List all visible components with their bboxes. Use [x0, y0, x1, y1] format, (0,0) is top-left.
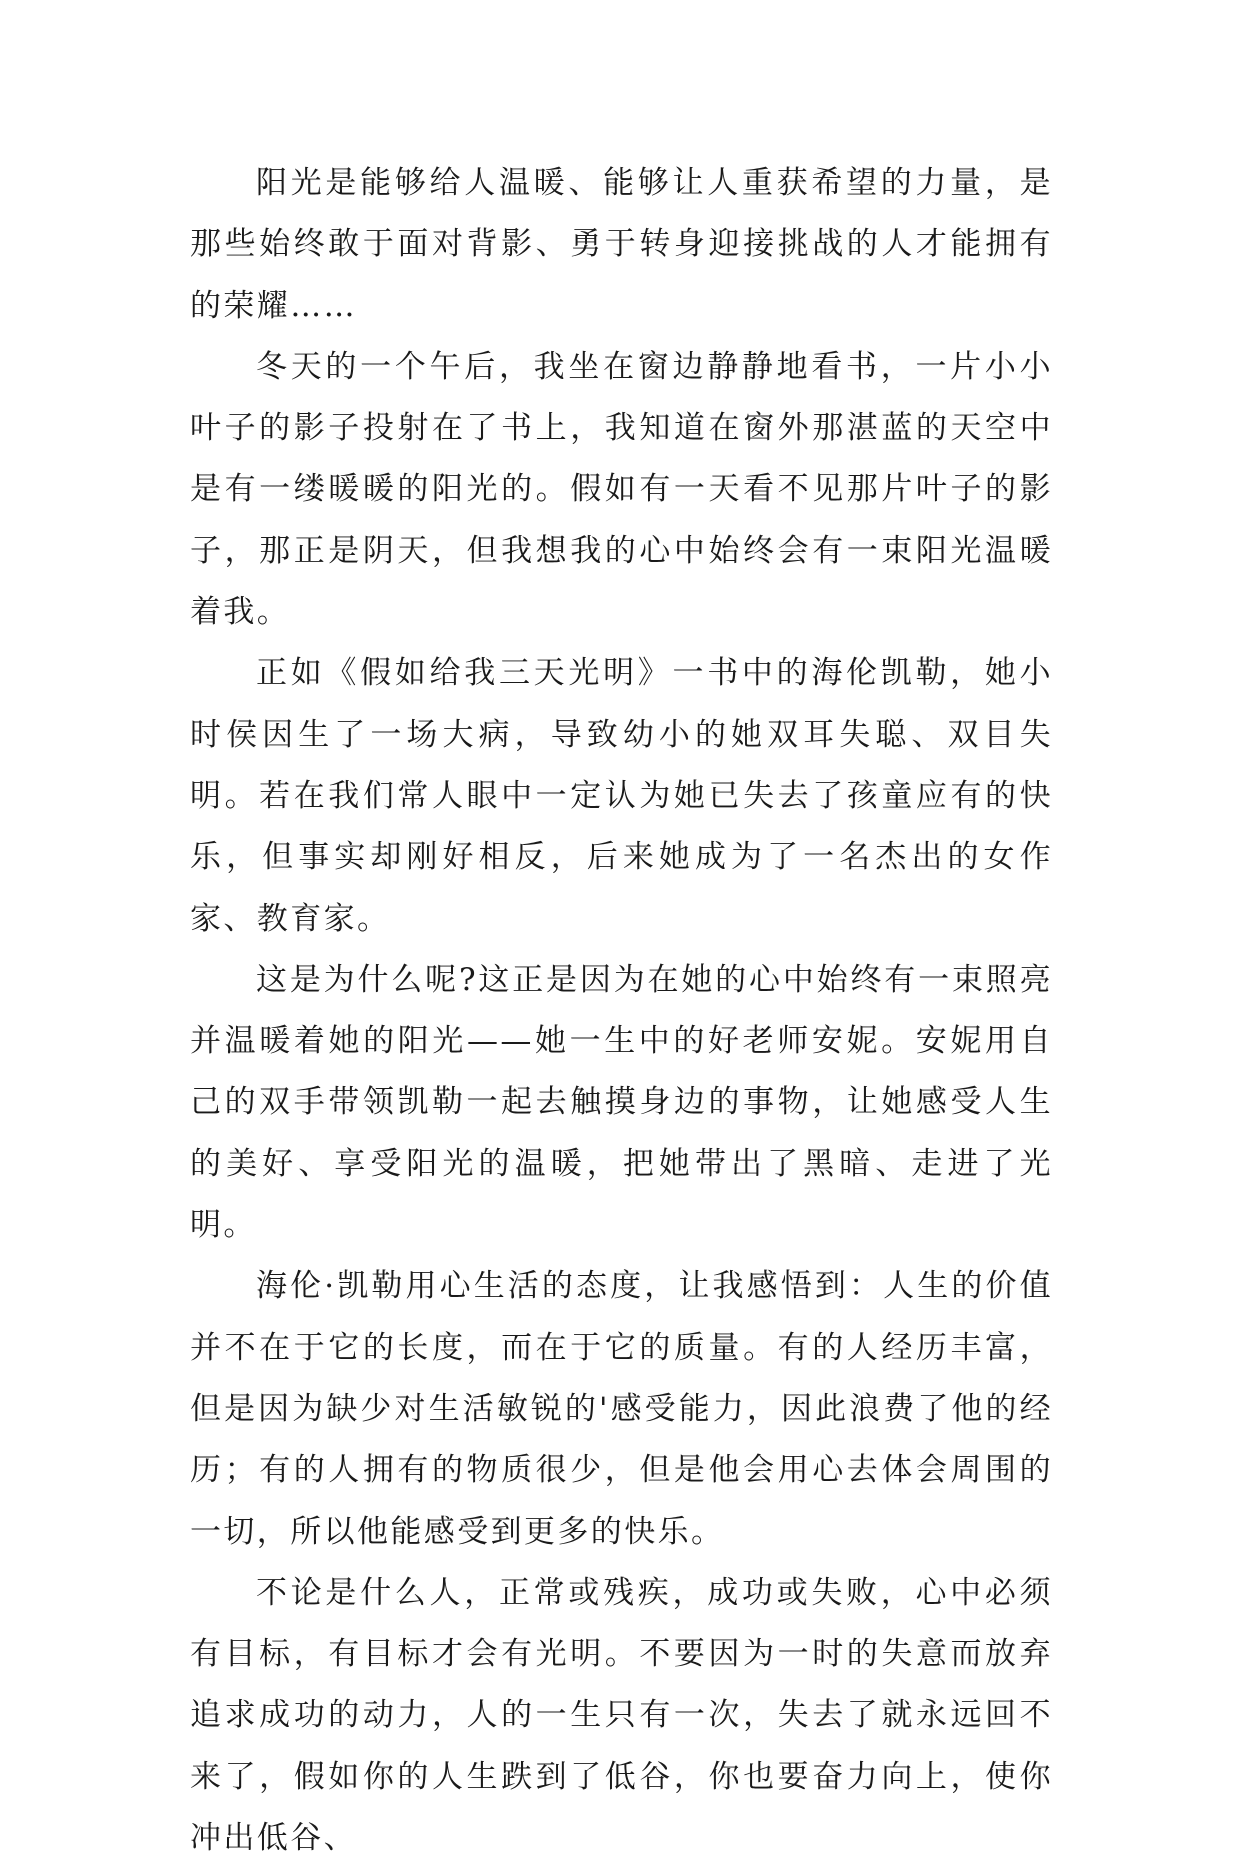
paragraph-5: 海伦·凯勒用心生活的态度，让我感悟到：人生的价值并不在于它的长度，而在于它的质量。有的人经历丰富，但是因为缺少对生活敏锐的'感受能力，因此浪费了他的经历；有的人拥有的物质很少，但是他会用心去体会周围的一切，所以他能感受到更多的快乐。 [190, 1268, 1053, 1550]
paragraph-3: 正如《假如给我三天光明》一书中的海伦凯勒，她小时侯因生了一场大病，导致幼小的她双耳失聪、双目失明。若在我们常人眼中一定认为她已失去了孩童应有的快乐，但事实却刚好相反，后来她成为了一名杰出的女作家、教育家。 [190, 655, 1053, 937]
body-text [190, 153, 1053, 1869]
paragraph-2: 冬天的一个午后，我坐在窗边静静地看书，一片小小叶子的影子投射在了书上，我知道在窗外那湛蓝的天空中是有一缕暖暖的阳光的。假如有一天看不见那片叶子的影子，那正是阴天，但我想我的心中始终会有一束阳光温暖着我。 [190, 348, 1053, 631]
paragraph-6: 不论是什么人，正常或残疾，成功或失败，心中必须有目标，有目标才会有光明。不要因为一时的失意而放弃追求成功的动力，人的一生只有一次，失去了就永远回不来了，假如你的人生跌到了低谷，你也要奋力向上，使你冲出低谷、 [190, 1574, 1053, 1857]
paragraph-4: 这是为什么呢?这正是因为在她的心中始终有一束照亮并温暖着她的阳光——她一生中的好老师安妮。安妮用自己的双手带领凯勒一起去触摸身边的事物，让她感受人生的美好、享受阳光的温暖，把她带出了黑暗、走进了光明。 [190, 961, 1053, 1244]
paragraph-1: 阳光是能够给人温暖、能够让人重获希望的力量，是那些始终敢于面对背影、勇于转身迎接挑战的人才能拥有的荣耀…… [190, 165, 1053, 324]
